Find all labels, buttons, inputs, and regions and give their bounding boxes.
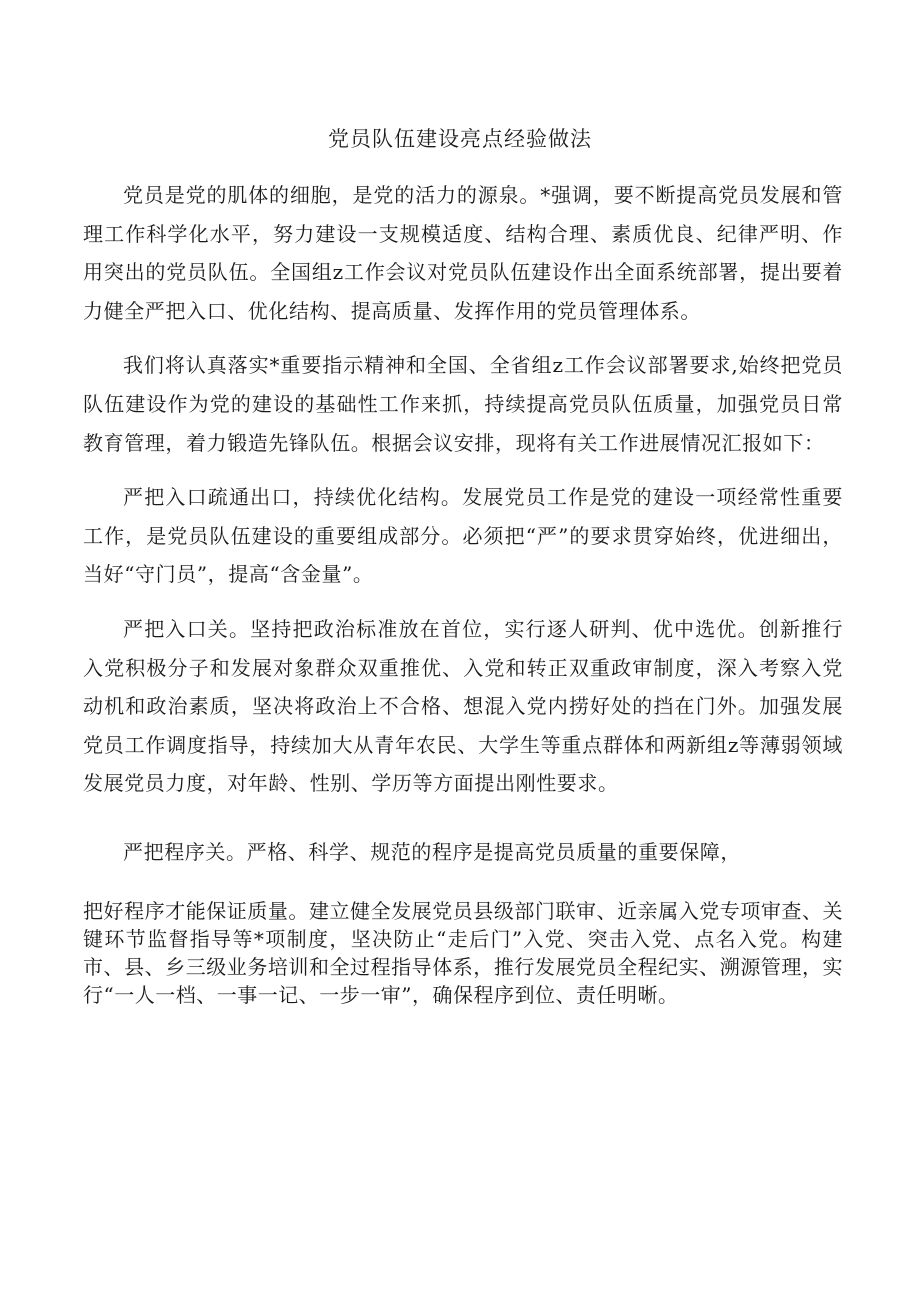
paragraph-procedure-gate: 严把程序关。严格、科学、规范的程序是提高党员质量的重要保障，: [123, 839, 741, 864]
paragraph-spacer: [83, 594, 843, 610]
document-body: [83, 176, 843, 1009]
paragraph-spacer: [83, 803, 843, 833]
paragraph-commitment: 我们将认真落实*重要指示精神和全国、全省组z工作会议部署要求,始终把党员队伍建设作为党的建设的基础性工作来抓，持续提高党员队伍质量，加强党员日常教育管理，着力锻造先锋队伍。根据会议安排，现将有关工作进展情况汇报如下：: [83, 353, 843, 455]
paragraph-spacer: [83, 872, 843, 897]
paragraph-spacer: [83, 462, 843, 478]
paragraph-spacer: [83, 330, 843, 346]
paragraph-procedure-detail: 把好程序才能保证质量。建立健全发展党员县级部门联审、近亲属入党专项审查、关键环节监督指导等*项制度，坚决防止“走后门”入党、突击入党、点名入党。构建市、县、乡三级业务培训和全过程指导体系，推行发展党员全程纪实、溯源管理，实行“一人一档、一事一记、一步一审”，确保程序到位、责任明晰。: [83, 898, 843, 1007]
paragraph-intro: 党员是党的肌体的细胞，是党的活力的源泉。*强调，要不断提高党员发展和管理工作科学化水平，努力建设一支规模适度、结构合理、素质优良、纪律严明、作用突出的党员队伍。全国组z工作会议对党员队伍建设作出全面系统部署，提出要着力健全严把入口、优化结构、提高质量、发挥作用的党员管理体系。: [83, 183, 843, 323]
document-title: 党员队伍建设亮点经验做法: [328, 127, 592, 151]
paragraph-entry-exit: 严把入口疏通出口，持续优化结构。发展党员工作是党的建设一项经常性重要工作，是党员队伍建设的重要组成部分。必须把“严”的要求贯穿始终，优进细出，当好“守门员”，提高“含金量”。: [83, 485, 843, 587]
paragraph-entry-gate: 严把入口关。坚持把政治标准放在首位，实行逐人研判、优中选优。创新推行入党积极分子和发展对象群众双重推优、入党和转正双重政审制度，深入考察入党动机和政治素质，坚决将政治上不合格、想混入党内捞好处的挡在门外。加强发展党员工作调度指导，持续加大从青年农民、大学生等重点群体和两新组z等薄弱领域发展党员力度，对年龄、性别、学历等方面提出刚性要求。: [83, 616, 843, 796]
